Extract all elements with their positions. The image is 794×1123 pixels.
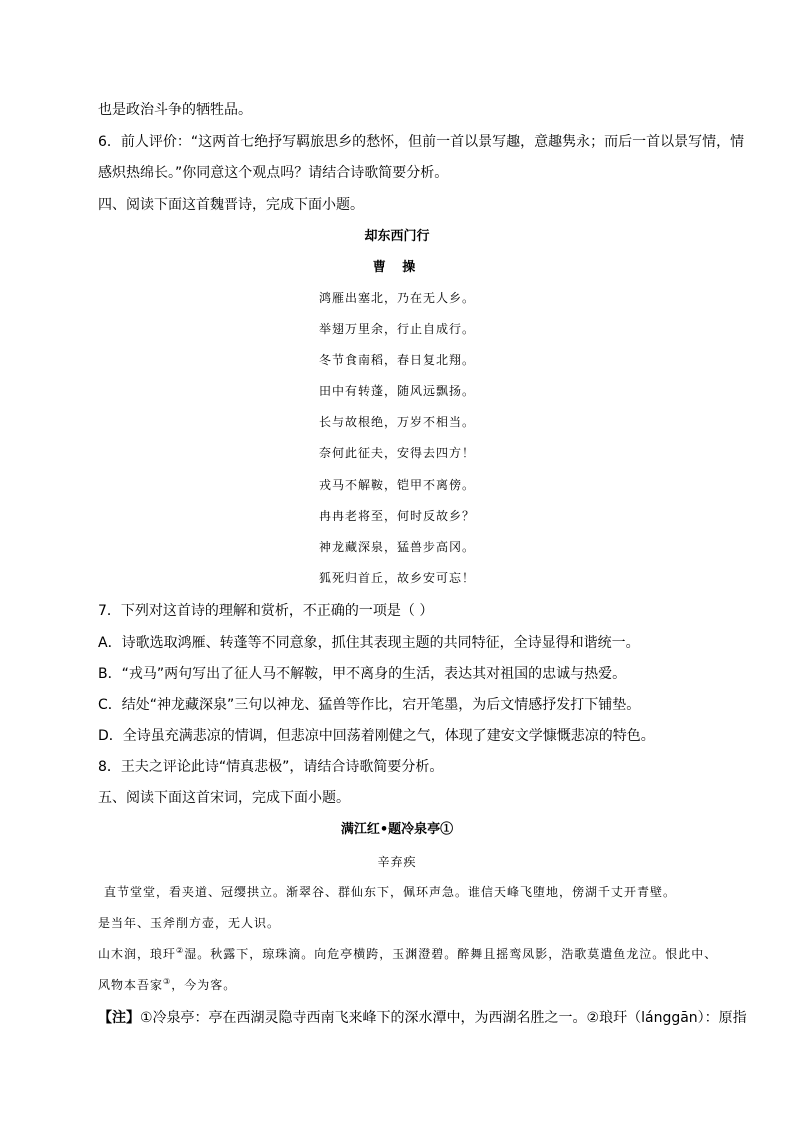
ci-line: 风物本吾家③，今为客。: [98, 977, 237, 992]
ci-title: 满江红•题冷泉亭①: [340, 822, 454, 837]
question-7-stem: 7．下列对这首诗的理解和赏析，不正确的一项是（ ）: [98, 603, 434, 619]
question-7-option-a: A．诗歌选取鸿雁、转蓬等不同意象，抓住其表现主题的共同特征，全诗显得和谐统一。: [98, 635, 640, 651]
question-8: 8．王夫之评论此诗“情真悲极”，请结合诗歌简要分析。: [98, 759, 444, 775]
poem-verse: 奈何此征夫，安得去四方！: [318, 446, 475, 460]
poem-verse: 戎马不解鞍，铠甲不离傍。: [318, 478, 475, 492]
poem-verse: 狐死归首丘，故乡安可忘！: [318, 571, 475, 585]
poem-verse: 鸿雁出塞北，乃在无人乡。: [318, 291, 475, 305]
poem-verse: 长与故根绝，万岁不相当。: [318, 415, 475, 429]
question-7-option-d: D．全诗虽充满悲凉的情调，但悲凉中回荡着刚健之气，体现了建安文学慷慨悲凉的特色。: [98, 728, 655, 744]
ci-line: 是当年、玉斧削方壶，无人识。: [98, 916, 281, 930]
continued-text-line: 也是政治斗争的牺牲品。: [98, 102, 252, 118]
poem-verse: 冉冉老将至，何时反故乡？: [318, 509, 475, 523]
question-7-option-b: B．“戎马”两句写出了征人马不解鞍，甲不离身的生活，表达其对祖国的忠诚与热爱。: [98, 666, 627, 682]
poem-verse: 田中有转蓬，随风远飘扬。: [318, 384, 475, 398]
ci-line: 直节堂堂，看夹道、冠缨拱立。渐翠谷、群仙东下，佩环声急。谁信天峰飞堕地，傍湖千丈开青壁。: [104, 885, 677, 899]
section-4-heading: 四、阅读下面这首魏晋诗，完成下面小题。: [98, 197, 364, 213]
question-6-line-1: 6．前人评价：“这两首七绝抒写羁旅思乡的愁怀，但前一首以景写趣，意趣隽永；而后一首以景写情，情: [98, 134, 745, 150]
ci-author: 辛弃疾: [377, 855, 417, 869]
poem-author: 曹 操: [372, 260, 422, 275]
poem-verse: 神龙藏深泉，猛兽步高冈。: [318, 540, 475, 554]
footnote-marker: ③: [163, 977, 172, 986]
section-5-heading: 五、阅读下面这首宋词，完成下面小题。: [98, 790, 350, 806]
ci-line: 山木润，琅玕②湿。秋露下，琼珠滴。向危亭横跨，玉渊澄碧。醉舞且摇鸾凤影，浩歌莫遣鱼龙泣。恨此中、: [98, 946, 718, 961]
question-6-line-2: 感炽热绵长。”你同意这个观点吗？请结合诗歌简要分析。: [98, 165, 449, 181]
poem-title: 却东西门行: [364, 229, 430, 244]
note-text: ①冷泉亭：亭在西湖灵隐寺西南飞来峰下的深水潭中，为西湖名胜之一。②琅玕（lánggān）：原指: [140, 1010, 747, 1026]
note-line: [98, 1008, 747, 1028]
note-label: 【注】: [98, 1010, 140, 1026]
poem-verse: 举翅万里余，行止自成行。: [318, 322, 475, 336]
question-7-option-c: C．结处“神龙藏深泉”三句以神龙、猛兽等作比，宕开笔墨，为后文情感抒发打下铺垫。: [98, 697, 641, 713]
poem-verse: 冬节食南稻，春日复北翔。: [318, 353, 475, 367]
footnote-marker: ②: [176, 946, 185, 955]
